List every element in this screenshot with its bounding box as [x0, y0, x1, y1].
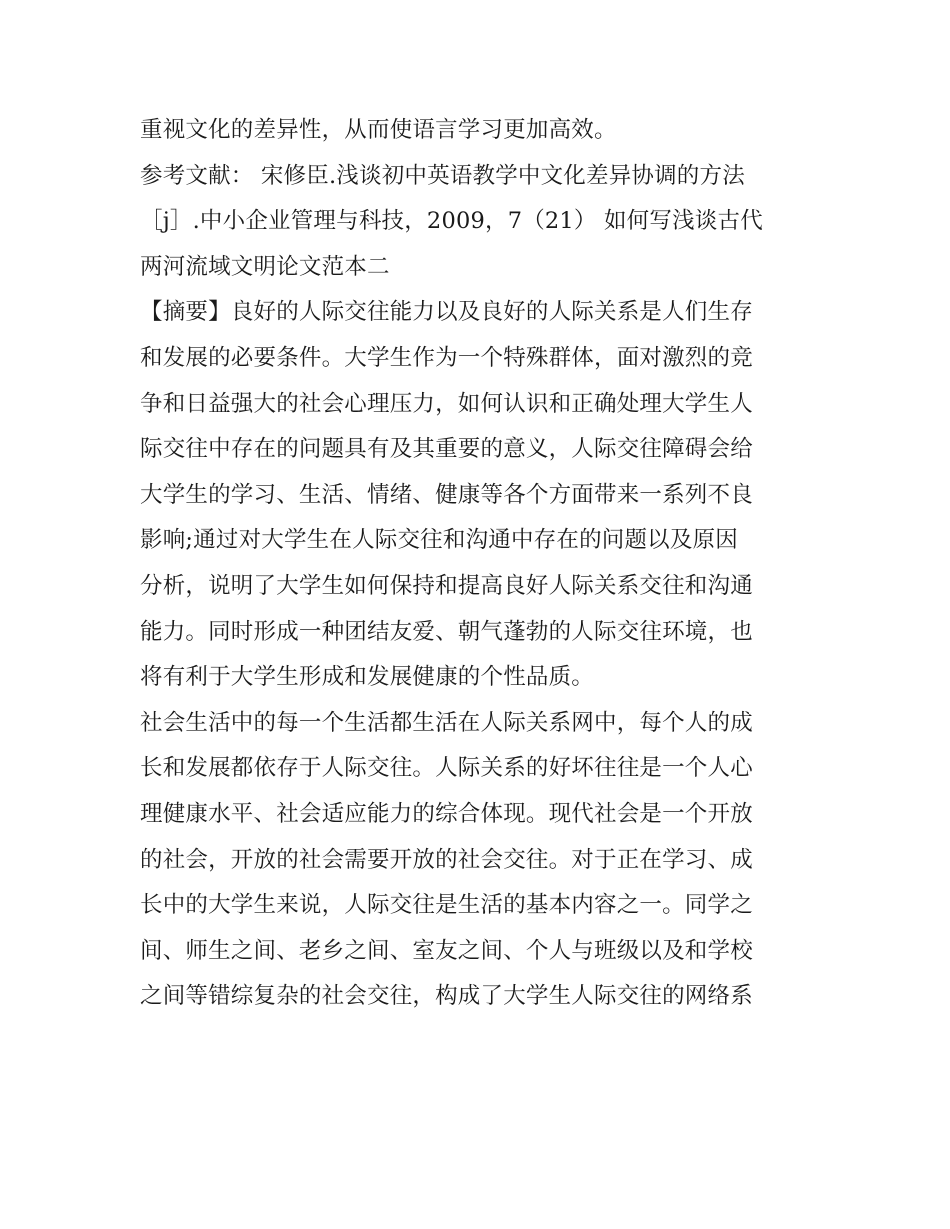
body-text: [140, 108, 820, 1020]
text-line: 将有利于大学生形成和发展健康的个性品质。: [140, 664, 595, 691]
text-line: 社会生活中的每一个生活都生活在人际关系网中，每个人的成: [140, 709, 753, 736]
text-line: 两河流域文明论文范本二: [140, 253, 390, 280]
text-line: 大学生的学习、生活、情绪、健康等各个方面带来一系列不良: [140, 481, 753, 508]
text-line: 参考文献： 宋修臣.浅谈初中英语教学中文化差异协调的方法: [140, 162, 745, 189]
text-line: 理健康水平、社会适应能力的综合体现。现代社会是一个开放: [140, 800, 753, 827]
text-line: 长和发展都依存于人际交往。人际关系的好坏往往是一个人心: [140, 755, 753, 782]
text-line: 际交往中存在的问题具有及其重要的意义，人际交往障碍会给: [140, 436, 753, 463]
text-line: 能力。同时形成一种团结友爱、朝气蓬勃的人际交往环境，也: [140, 618, 753, 645]
text-line: 间、师生之间、老乡之间、室友之间、个人与班级以及和学校: [140, 937, 753, 964]
text-line: 争和日益强大的社会心理压力，如何认识和正确处理大学生人: [140, 390, 753, 417]
text-line: 分析，说明了大学生如何保持和提高良好人际关系交往和沟通: [140, 572, 753, 599]
text-line: 之间等错综复杂的社会交往，构成了大学生人际交往的网络系: [140, 983, 753, 1010]
text-line: 影响;通过对大学生在人际交往和沟通中存在的问题以及原因: [140, 527, 738, 554]
text-line: 和发展的必要条件。大学生作为一个特殊群体，面对激烈的竞: [140, 344, 753, 371]
text-line: ［j］.中小企业管理与科技，2009，7（21） 如何写浅谈古代: [140, 208, 763, 235]
text-line: 的社会，开放的社会需要开放的社会交往。对于正在学习、成: [140, 846, 753, 873]
text-line: 长中的大学生来说，人际交往是生活的基本内容之一。同学之: [140, 892, 753, 919]
text-line: 【摘要】良好的人际交往能力以及良好的人际关系是人们生存: [140, 299, 753, 326]
text-line: 重视文化的差异性，从而使语言学习更加高效。: [140, 117, 617, 143]
